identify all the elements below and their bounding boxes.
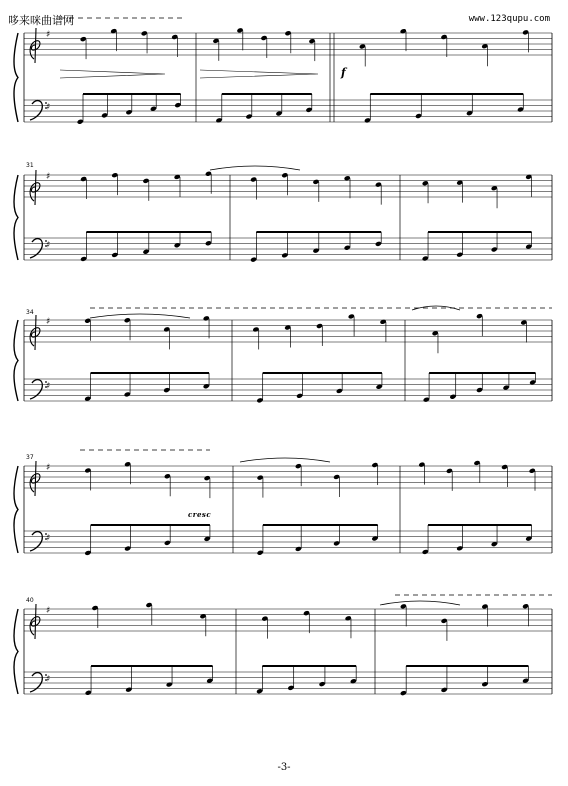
key-sharp-icon: ♯ — [46, 674, 51, 685]
dynamic-forte: f — [341, 66, 346, 79]
brace — [14, 466, 18, 553]
bass-clef-icon — [30, 532, 42, 551]
key-sharp-icon: ♯ — [46, 240, 51, 251]
site-watermark: 哆来咪曲谱网 — [8, 14, 74, 27]
bass-clef-icon — [30, 239, 42, 258]
site-url: www.123qupu.com — [468, 14, 550, 24]
brace — [14, 175, 18, 260]
brace — [14, 320, 18, 401]
bass-clef-icon — [30, 101, 42, 120]
key-sharp-icon: ♯ — [46, 381, 51, 392]
key-sharp-icon: ♯ — [46, 463, 51, 473]
measure-number-37: 37 — [26, 454, 34, 461]
score-marks — [30, 18, 552, 696]
slur — [90, 314, 190, 318]
slur — [210, 166, 300, 170]
hairpin — [60, 70, 165, 78]
key-sharp-icon: ♯ — [46, 533, 51, 544]
bass-clef-icon — [30, 380, 42, 399]
dynamic-cresc: cresc — [188, 510, 212, 519]
measure-number-31: 31 — [26, 162, 34, 169]
key-sharp-icon: ♯ — [46, 30, 51, 40]
brace — [14, 609, 18, 694]
brace — [14, 33, 18, 122]
slur — [380, 601, 460, 605]
key-sharp-icon: ♯ — [46, 172, 51, 182]
page-number: -3- — [277, 762, 291, 773]
key-sharp-icon: ♯ — [46, 606, 51, 616]
measure-number-34: 34 — [26, 309, 34, 316]
slur — [240, 458, 330, 462]
key-sharp-icon: ♯ — [46, 317, 51, 327]
measure-number-40: 40 — [26, 597, 34, 604]
key-sharp-icon: ♯ — [46, 102, 51, 113]
bass-clef-icon — [30, 673, 42, 692]
hairpin — [200, 70, 318, 78]
